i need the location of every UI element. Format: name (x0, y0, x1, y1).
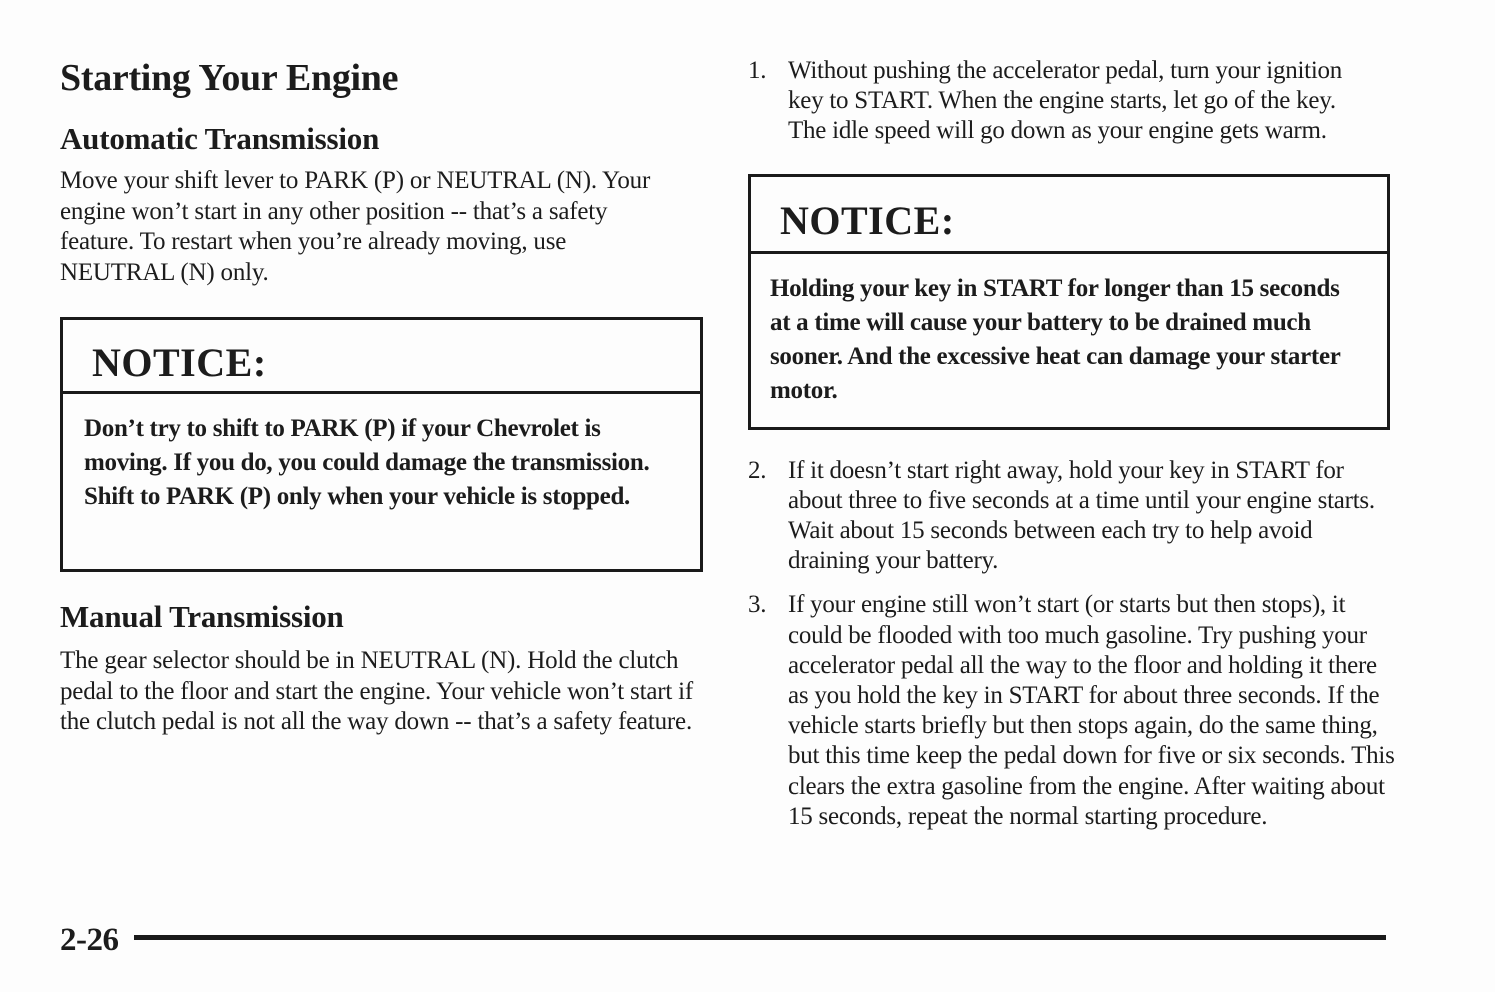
step-number: 3. (748, 591, 767, 619)
step-text: If it doesn’t start right away, hold your key in START for about three to five seconds at a time until your engine starts. Wait about 15 seconds between each try to help avoid draining your battery. (788, 456, 1375, 575)
starting-steps-list-bottom (748, 456, 1393, 832)
notice-box-starter (748, 174, 1390, 430)
automatic-transmission-heading: Automatic Transmission (60, 121, 380, 156)
page-footer (60, 918, 1386, 962)
right-column (748, 56, 1393, 832)
page-title: Starting Your Engine (60, 57, 399, 99)
notice-text: Holding your key in START for longer than 15 seconds at a time will cause your battery to be drained much sooner. And the excessive heat can damage your starter motor. (770, 274, 1341, 404)
footer-rule (134, 935, 1386, 940)
list-item (748, 590, 1398, 832)
starting-steps-list-top (748, 56, 1393, 147)
list-item (748, 456, 1393, 577)
notice-title: NOTICE: (751, 177, 1387, 254)
step-text: Without pushing the accelerator pedal, turn your ignition key to START. When the engine starts, let go of the key. The idle speed will go down as your engine gets warm. (788, 57, 1343, 145)
notice-box-park (60, 317, 703, 572)
manual-transmission-heading: Manual Transmission (60, 599, 344, 634)
page-number: 2-26 (60, 922, 119, 958)
notice-text: Don’t try to shift to PARK (P) if your Chevrolet is moving. If you do, you could damage the transmission. Shift to PARK (P) only when your vehicle is stopped. (84, 415, 650, 510)
automatic-transmission-paragraph: Move your shift lever to PARK (P) or NEUTRAL (N). Your engine won’t start in any other position -- that’s a safety feature. To restart when you’re already moving, use NEUTRAL (N) only. (60, 167, 651, 286)
step-number: 1. (748, 57, 767, 84)
manual-transmission-paragraph: The gear selector should be in NEUTRAL (N). Hold the clutch pedal to the floor and start the engine. Your vehicle won’t start if the clutch pedal is not all the way down -- that’s a safety feature. (60, 647, 694, 735)
left-column (60, 52, 705, 738)
step-number: 2. (748, 456, 767, 484)
list-item (748, 56, 1368, 147)
step-text: If your engine still won’t start (or starts but then stops), it could be flooded with too much gasoline. Try pushing your accelerator pedal all the way to the floor and holding it there as you hold the key in START for about three seconds. If the vehicle starts briefly but then stops again, do the same thing, but this time keep the pedal down for five or six seconds. This clears the extra gasoline from the engine. After waiting about 15 seconds, repeat the normal starting procedure. (788, 591, 1395, 830)
notice-title: NOTICE: (63, 320, 700, 394)
